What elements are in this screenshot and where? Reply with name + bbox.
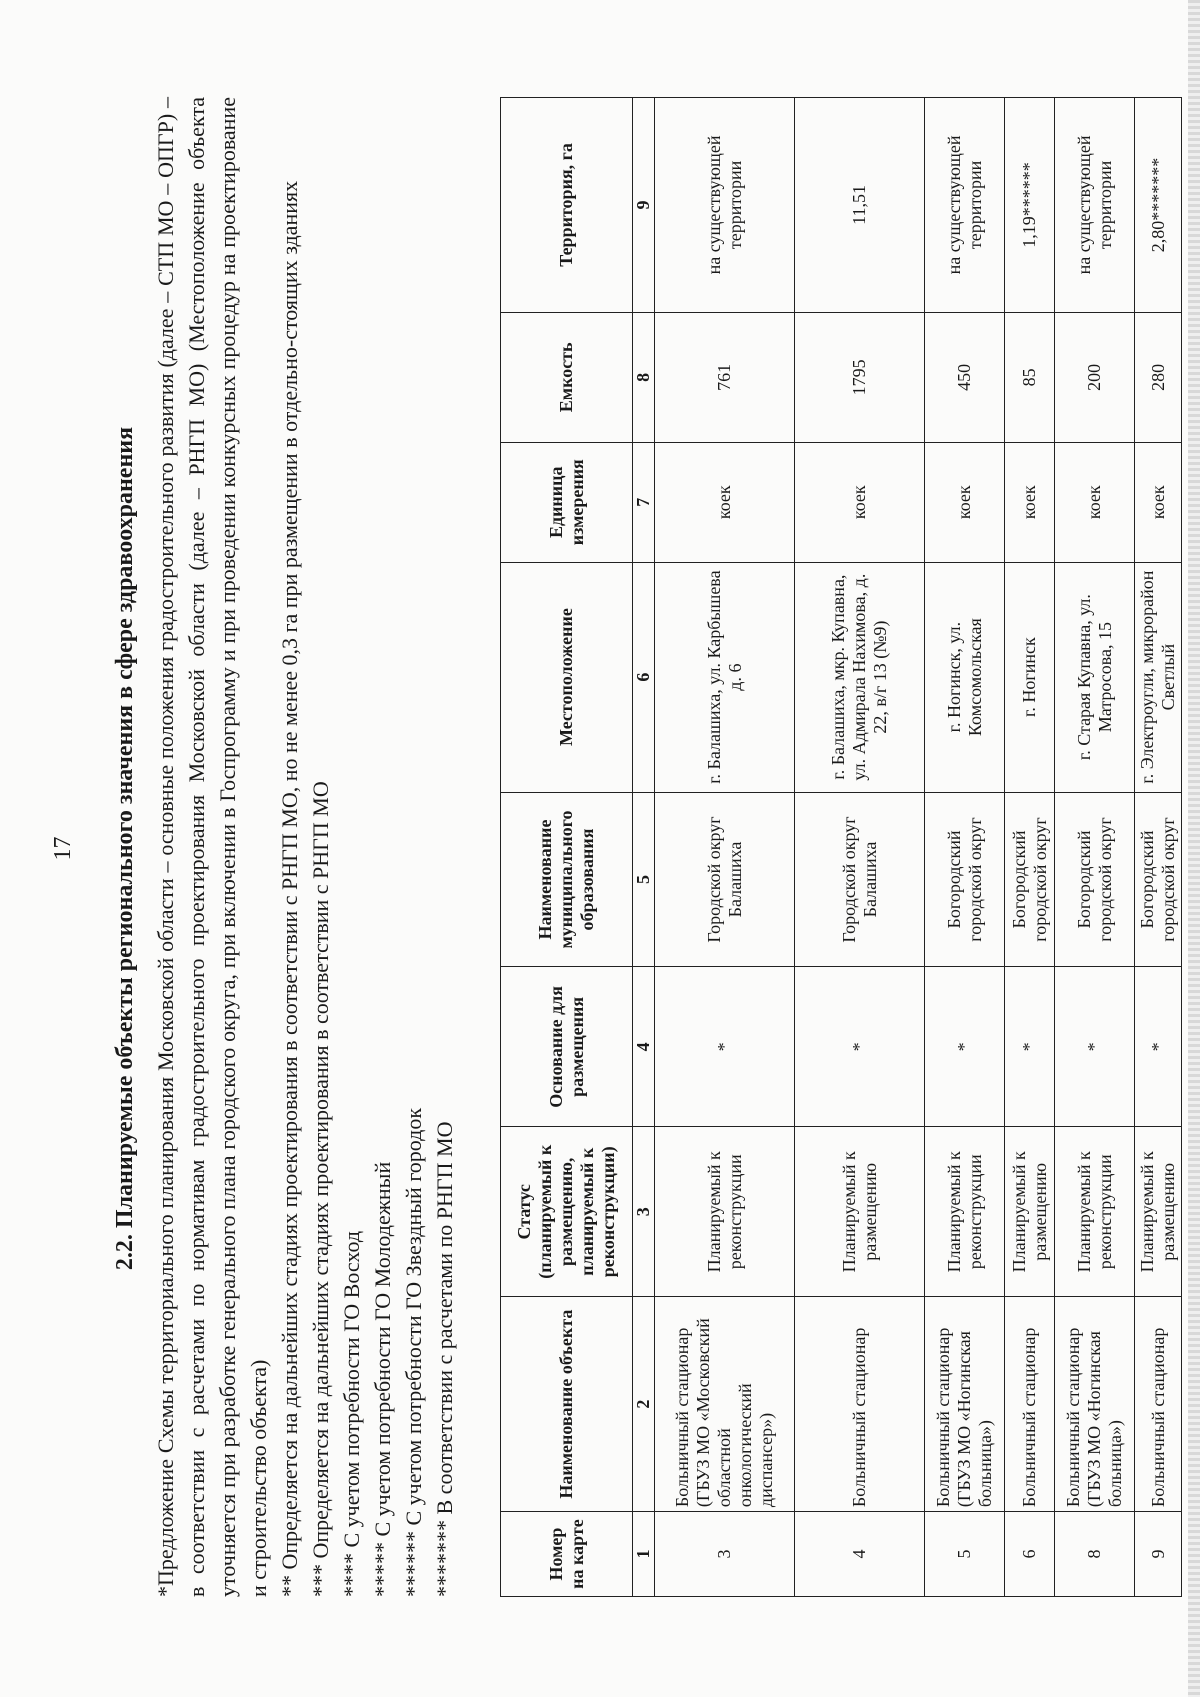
note-7: ******* В соответствии с расчетами по РНГП МО [432, 1121, 457, 1597]
footnotes [150, 97, 460, 1597]
note-1: *Предложение Схемы территориального планирования Московской области – основные положения градостроительного развития (далее – СТП МО – ОПГР) – в соответствии с расчетами по нормативам градостроительного проектирования Московской области (далее – РНГП МО) (Местоположение объекта уточняется при разработке генерального плана городского округа, при включении в Госпрограмму и при проведении конкурсных процедур на проектирование и строительство объекта) [153, 97, 271, 1597]
cell-status: Планируемый к размещению [1005, 1127, 1055, 1297]
column-number: 7 [633, 442, 655, 562]
cell-territory: на существующей территории [1055, 98, 1135, 313]
table-row [1135, 98, 1182, 1597]
header-row [501, 98, 633, 1597]
cell-map-number: 8 [1055, 1512, 1135, 1597]
cell-basis: * [655, 967, 795, 1127]
cell-capacity: 450 [925, 312, 1005, 442]
column-number: 2 [633, 1297, 655, 1512]
table-row [1055, 98, 1135, 1597]
header-cell: Номер на карте [501, 1512, 633, 1597]
cell-capacity: 1795 [795, 312, 925, 442]
cell-municipality: Богородский городской округ [1005, 792, 1055, 967]
cell-basis: * [1005, 967, 1055, 1127]
note-6: ****** С учетом потребности ГО Звездный городок [401, 1107, 426, 1597]
cell-basis: * [925, 967, 1005, 1127]
table-row [1005, 98, 1055, 1597]
cell-location: г. Балашиха, мкр. Купавна, ул. Адмирала Нахимова, д. 22, в/г 13 (№9) [795, 562, 925, 792]
header-cell: Наименование муниципального образования [501, 792, 633, 967]
cell-object-name: Больничный стационар (ГБУЗ МО «Ногинская больница») [1055, 1297, 1135, 1512]
table-row [925, 98, 1005, 1597]
cell-map-number: 9 [1135, 1512, 1182, 1597]
header-cell: Территория, га [501, 98, 633, 313]
column-number: 1 [633, 1512, 655, 1597]
note-3: *** Определяется на дальнейших стадиях проектирования в соответствии с РНГП МО [308, 781, 333, 1597]
table-row [655, 98, 795, 1597]
column-number: 4 [633, 967, 655, 1127]
cell-basis: * [1135, 967, 1182, 1127]
cell-object-name: Больничный стационар (ГБУЗ МО «Московский областной онкологический диспансер») [655, 1297, 795, 1512]
cell-capacity: 200 [1055, 312, 1135, 442]
page-number: 17 [50, 836, 76, 861]
cell-status: Планируемый к реконструкции [655, 1127, 795, 1297]
cell-territory: 2,80******* [1135, 98, 1182, 313]
cell-status: Планируемый к реконструкции [1055, 1127, 1135, 1297]
header-cell: Статус (планируемый к размещению, планируемый к реконструкции) [501, 1127, 633, 1297]
header-cell: Местоположение [501, 562, 633, 792]
column-number: 3 [633, 1127, 655, 1297]
cell-object-name: Больничный стационар [1135, 1297, 1182, 1512]
cell-capacity: 280 [1135, 312, 1182, 442]
cell-location: г. Ногинск [1005, 562, 1055, 792]
cell-map-number: 3 [655, 1512, 795, 1597]
cell-unit: коек [1055, 442, 1135, 562]
cell-territory: на существующей территории [655, 98, 795, 313]
cell-municipality: Богородский городской округ [925, 792, 1005, 967]
cell-territory: 11,51 [795, 98, 925, 313]
healthcare-objects-table [500, 97, 1182, 1597]
column-number: 8 [633, 312, 655, 442]
cell-status: Планируемый к размещению [795, 1127, 925, 1297]
cell-unit: коек [795, 442, 925, 562]
cell-status: Планируемый к размещению [1135, 1127, 1182, 1297]
header-cell: Наименование объекта [501, 1297, 633, 1512]
header-cell: Основание для размещения [501, 967, 633, 1127]
cell-basis: * [795, 967, 925, 1127]
column-number: 5 [633, 792, 655, 967]
column-number: 6 [633, 562, 655, 792]
cell-map-number: 5 [925, 1512, 1005, 1597]
cell-municipality: Городской округ Балашиха [655, 792, 795, 967]
cell-unit: коек [1135, 442, 1182, 562]
table-row [795, 98, 925, 1597]
scan-edge [1188, 0, 1200, 1697]
cell-map-number: 6 [1005, 1512, 1055, 1597]
cell-unit: коек [925, 442, 1005, 562]
cell-capacity: 761 [655, 312, 795, 442]
note-5: ***** С учетом потребности ГО Молодежный [370, 1161, 395, 1597]
cell-capacity: 85 [1005, 312, 1055, 442]
header-cell: Емкость [501, 312, 633, 442]
cell-object-name: Больничный стационар [795, 1297, 925, 1512]
section-title: 2.2. Планируемые объекты регионального значения в сфере здравоохранения [112, 426, 138, 1271]
cell-location: г. Балашиха, ул. Карбышева д. 6 [655, 562, 795, 792]
cell-municipality: Богородский городской округ [1135, 792, 1182, 967]
header-cell: Единица измерения [501, 442, 633, 562]
note-2: ** Определяется на дальнейших стадиях проектирования в соответствии с РНГП МО, но не менее 0,3 га при размещении в отдельно-стоящих зданиях [277, 180, 302, 1597]
cell-location: г. Ногинск, ул. Комсомольская [925, 562, 1005, 792]
cell-unit: коек [655, 442, 795, 562]
column-number-row [633, 98, 655, 1597]
cell-territory: 1,19****** [1005, 98, 1055, 313]
cell-unit: коек [1005, 442, 1055, 562]
cell-map-number: 4 [795, 1512, 925, 1597]
cell-municipality: Богородский городской округ [1055, 792, 1135, 967]
cell-object-name: Больничный стационар (ГБУЗ МО «Ногинская больница») [925, 1297, 1005, 1512]
cell-object-name: Больничный стационар [1005, 1297, 1055, 1512]
column-number: 9 [633, 98, 655, 313]
note-4: **** С учетом потребности ГО Восход [339, 1230, 364, 1597]
cell-territory: на существующей территории [925, 98, 1005, 313]
cell-municipality: Городской округ Балашиха [795, 792, 925, 967]
cell-location: г. Электроугли, микрорайон Светлый [1135, 562, 1182, 792]
cell-status: Планируемый к реконструкции [925, 1127, 1005, 1297]
cell-location: г. Старая Купавна, ул. Матросова, 15 [1055, 562, 1135, 792]
cell-basis: * [1055, 967, 1135, 1127]
